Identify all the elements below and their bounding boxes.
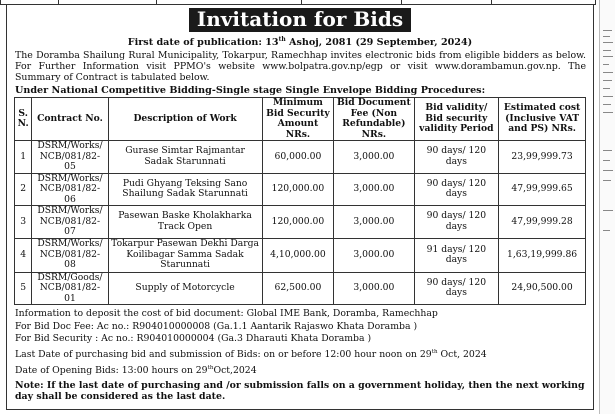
section-heading: Under National Competitive Bidding-Single stage Single Envelope Bidding Procedures: xyxy=(15,85,486,97)
col-bid-security: Minimum Bid Security Amount NRs. xyxy=(262,98,334,141)
cell-estimated-cost: 24,90,500.00 xyxy=(499,272,586,305)
table-row xyxy=(15,206,586,239)
cell-doc-fee: 3,000.00 xyxy=(334,206,414,239)
cell-bid-security: 120,000.00 xyxy=(262,173,334,206)
cell-sn: 2 xyxy=(15,173,32,206)
page-title: Invitation for Bids xyxy=(189,8,411,32)
cell-contract-no: DSRM/Works/ NCB/081/82-07 xyxy=(32,206,108,239)
cell-bid-security: 4,10,000.00 xyxy=(262,238,334,272)
contract-table xyxy=(14,97,586,305)
holiday-note: Note: If the last date of purchasing and /or submission falls on a government holiday, then the next working day shall be considered as the last date. xyxy=(15,380,585,403)
col-doc-fee: Bid Document Fee (Non Refundable) NRs. xyxy=(334,98,414,141)
cell-validity: 90 days/ 120 days xyxy=(414,141,499,174)
cell-sn: 5 xyxy=(15,272,32,305)
cell-estimated-cost: 23,99,999.73 xyxy=(499,141,586,174)
cell-description: Pasewan Baske Kholakharka Track Open xyxy=(108,206,262,239)
cell-bid-security: 62,500.00 xyxy=(262,272,334,305)
cell-description: Tokarpur Pasewan Dekhi Darga Koilibagar Samma Sadak Starunnati xyxy=(108,238,262,272)
table-row xyxy=(15,173,586,206)
col-description: Description of Work xyxy=(108,98,262,141)
col-estimated-cost: Estimated cost (Inclusive VAT and PS) NRs. xyxy=(499,98,586,141)
cell-estimated-cost: 1,63,19,999.86 xyxy=(499,238,586,272)
bid-information xyxy=(15,308,593,377)
cell-doc-fee: 3,000.00 xyxy=(334,173,414,206)
cell-description: Pudi Ghyang Teksing Sano Shailung Sadak Starunnati xyxy=(108,173,262,206)
cell-description: Gurase Simtar Rajmantar Sadak Starunnati xyxy=(108,141,262,174)
cell-sn: 3 xyxy=(15,206,32,239)
doc-fee-account: For Bid Doc Fee: Ac no.: R904010000008 (Ga.1.1 Aantarik Rajaswo Khata Doramba ) xyxy=(15,320,418,332)
table-header-row xyxy=(15,98,586,141)
cell-bid-security: 120,000.00 xyxy=(262,206,334,239)
cell-validity: 90 days/ 120 days xyxy=(414,206,499,239)
cell-doc-fee: 3,000.00 xyxy=(334,238,414,272)
cell-sn: 4 xyxy=(15,238,32,272)
table-row xyxy=(15,272,586,305)
cell-contract-no: DSRM/Works/ NCB/081/82-08 xyxy=(32,238,108,272)
last-date: Last Date of purchasing bid and submission of Bids: on or before 12:00 hour noon on 29th Oct, 2024 xyxy=(15,348,487,361)
table-row xyxy=(15,141,586,174)
intro-paragraph: The Doramba Shailung Rural Municipality, Tokarpur, Ramechhap invites electronic bids from eligible bidders as below. For Further Information visit PPMO's website www.bolpatra.gov.np/egp or visit www.dorambamun.gov.np. The Summary of Contract is tabulated below. xyxy=(15,50,586,84)
cell-description: Supply of Motorcycle xyxy=(108,272,262,305)
col-validity: Bid validity/ Bid security validity Period xyxy=(414,98,499,141)
table-row xyxy=(15,238,586,272)
cell-contract-no: DSRM/Works/ NCB/081/82-05 xyxy=(32,141,108,174)
col-contract-no: Contract No. xyxy=(32,98,108,141)
bid-notice xyxy=(6,4,594,410)
title-banner xyxy=(7,8,593,32)
adjacent-column-fragment xyxy=(599,0,615,414)
cell-validity: 91 days/ 120 days xyxy=(414,238,499,272)
col-sn: S. N. xyxy=(15,98,32,141)
cell-validity: 90 days/ 120 days xyxy=(414,173,499,206)
cell-contract-no: DSRM/Goods/ NCB/081/82-01 xyxy=(32,272,108,305)
cell-bid-security: 60,000.00 xyxy=(262,141,334,174)
cell-doc-fee: 3,000.00 xyxy=(334,272,414,305)
cell-validity: 90 days/ 120 days xyxy=(414,272,499,305)
publication-date: First date of publication: 13th Ashoj, 2081 (29 September, 2024) xyxy=(127,36,473,49)
cell-estimated-cost: 47,99,999.28 xyxy=(499,206,586,239)
deposit-info: Information to deposit the cost of bid document: Global IME Bank, Doramba, Ramechhap xyxy=(15,308,438,320)
cell-contract-no: DSRM/Works/ NCB/081/82-06 xyxy=(32,173,108,206)
opening-date: Date of Opening Bids: 13:00 hours on 29thOct,2024 xyxy=(15,364,257,376)
cell-doc-fee: 3,000.00 xyxy=(334,141,414,174)
security-account: For Bid Security : Ac no.: R904010000004 (Ga.3 Dharauti Khata Doramba ) xyxy=(15,333,372,345)
cell-estimated-cost: 47,99,999.65 xyxy=(499,173,586,206)
cell-sn: 1 xyxy=(15,141,32,174)
